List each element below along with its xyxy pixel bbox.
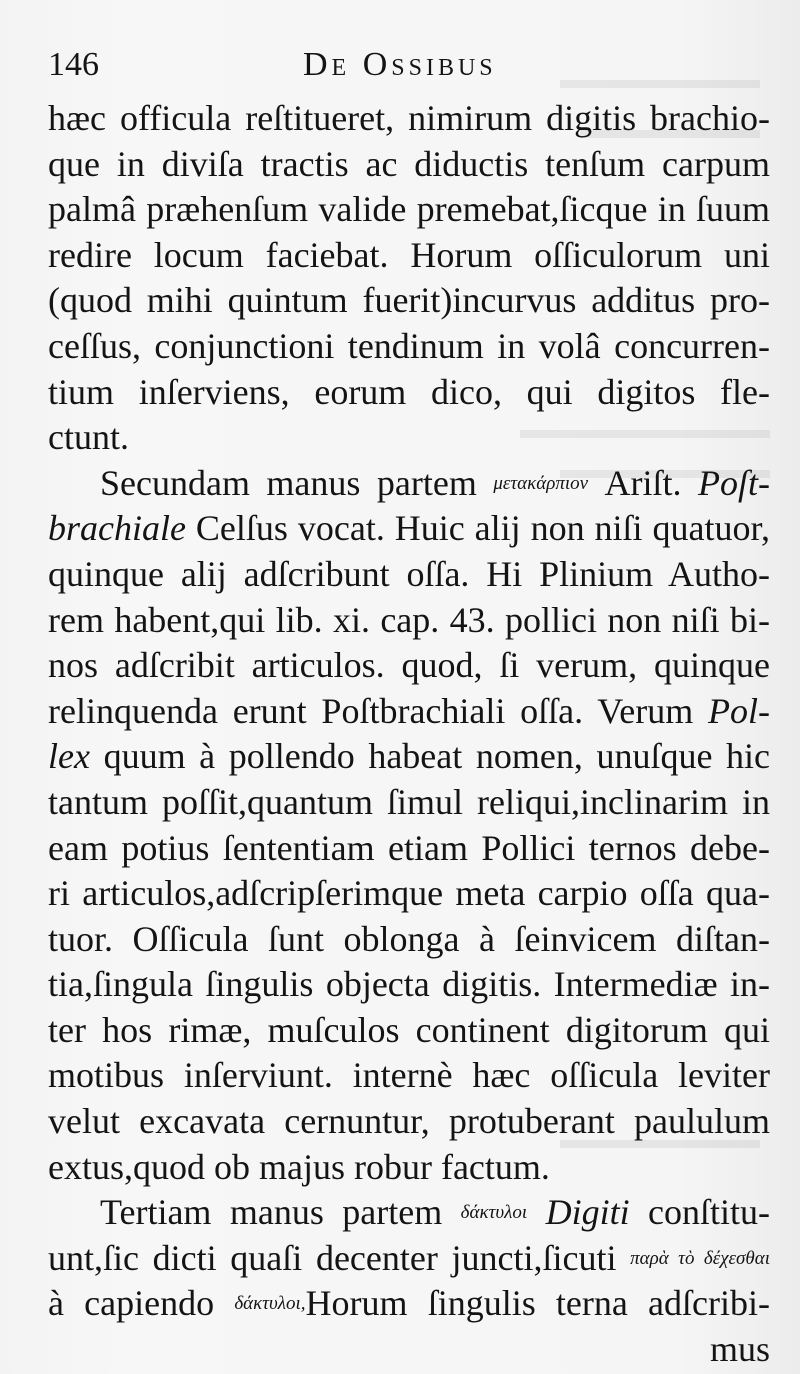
body-text — [48, 96, 770, 1373]
greek-term: δάκτυλοι, — [234, 1293, 306, 1315]
text-line: ri articulos,adſcripſerimque meta carpio oſſa qua- — [48, 873, 770, 914]
page-header — [48, 40, 768, 90]
italic-term: Digiti — [545, 1192, 630, 1233]
running-head: De Ossibus — [303, 46, 497, 83]
text-line — [48, 1281, 770, 1327]
text-run: Horum ſingulis terna adſcribi- — [305, 1283, 770, 1324]
greek-term: δάκτυλοι — [460, 1202, 528, 1224]
text-run: relinquenda erunt Poſtbrachiali oſſa. Verum — [48, 690, 709, 731]
text-line: rem habent,qui lib. xi. cap. 43. pollici non niſi bi- — [48, 599, 770, 640]
text-line — [48, 734, 770, 780]
catchword: mus — [709, 1329, 770, 1370]
text-line: tium inſerviens, eorum dico, qui digitos fle- — [48, 371, 770, 412]
italic-term: brachiale — [48, 508, 186, 549]
text-line: redire locum faciebat. Horum oſſiculorum uni — [48, 234, 770, 275]
greek-term: παρὰ τὸ δέχεσθαι — [630, 1247, 770, 1269]
text-run: à capiendo — [48, 1283, 235, 1324]
text-run: conſtitu- — [629, 1192, 770, 1233]
text-line — [48, 689, 770, 735]
text-line: (quod mihi quintum fuerit)incurvus additus pro- — [48, 280, 770, 321]
italic-term: Pol- — [708, 690, 770, 731]
text-run: unt,ſic dicti quaſi decenter juncti,ſicuti — [48, 1237, 631, 1278]
text-line: ter hos rimæ, muſculos continent digitorum qui — [48, 1009, 770, 1050]
text-line — [48, 1190, 770, 1236]
text-line: que in diviſa tractis ac diductis tenſum carpum — [48, 143, 770, 184]
page-number: 146 — [48, 46, 99, 83]
text-line: velut excavata cernuntur, protuberant paululum — [48, 1101, 770, 1142]
text-line: ceſſus, conjunctioni tendinum in volâ concurren- — [48, 325, 770, 366]
text-line: extus,quod ob majus robur factum. — [48, 1146, 550, 1187]
italic-term: lex — [48, 736, 90, 777]
text-run: quum à pollendo habeat nomen, unuſque hic — [89, 736, 770, 777]
text-run — [527, 1192, 545, 1232]
text-line: quinque alij adſcribunt oſſa. Hi Plinium Autho- — [48, 553, 770, 594]
text-line — [48, 506, 770, 552]
text-line: motibus inſerviunt. internè hæc oſſicula leviter — [48, 1055, 770, 1096]
italic-term: Poſt- — [698, 462, 770, 503]
text-line: tia,ſingula ſingulis objecta digitis. Intermediæ in- — [48, 964, 770, 1005]
text-line — [48, 461, 770, 507]
text-run: Celſus vocat. Huic alij non niſi quatuor, — [185, 508, 770, 549]
text-line — [48, 1236, 770, 1282]
text-run: Ariſt. — [588, 462, 699, 503]
text-run: Tertiam manus partem — [100, 1192, 461, 1233]
greek-term: μετακάρπιον — [493, 472, 589, 494]
text-line: tantum poſſit,quantum ſimul reliqui,inclinarim in — [48, 781, 770, 822]
text-line: eam potius ſententiam etiam Pollici ternos debe- — [48, 827, 770, 868]
text-run: Secundam manus partem — [100, 462, 494, 503]
text-line: hæc officula reſtitueret, nimirum digitis brachio- — [48, 98, 770, 138]
text-line: ctunt. — [48, 417, 129, 458]
text-line: tuor. Oſſicula ſunt oblonga à ſeinvicem diſtan- — [48, 918, 770, 959]
text-line: nos adſcribit articulos. quod, ſi verum, quinque — [48, 645, 770, 686]
text-line: palmâ præhenſum valide premebat,ſicque in ſuum — [48, 189, 770, 230]
